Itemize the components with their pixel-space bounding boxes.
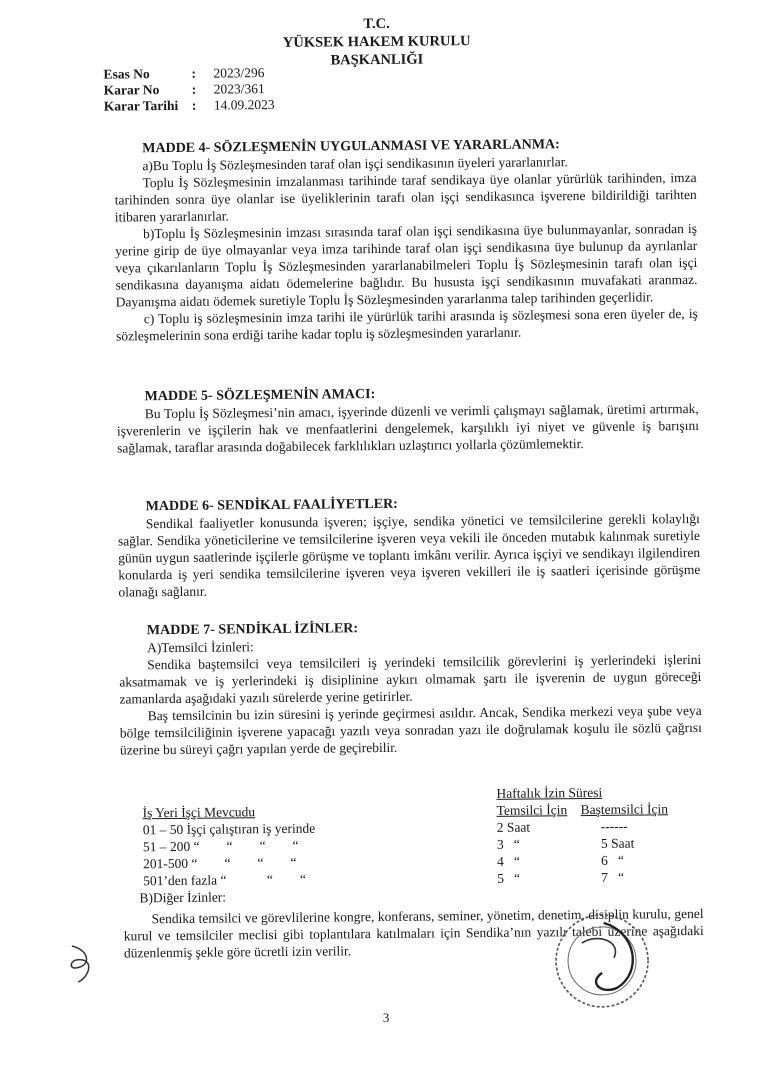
article-6-text: Sendikal faaliyetler konusunda işveren; işçiye, sendika yönetici ve temsilcilerine gerekli kolaylığı sağlar. Sendika yöneticilerine ve temsilcilerine işveren veya vekili ile önceden mutabık kalınmak suretiyle günün uygun saatlerinde işçilerle görüşme ve toplantı imkânı verilir. Ayrıca işçiyi ve sendikayı ilgilendiren konularda iş yeri sendika temsilcilerine işveren veya işveren vekilleri ile iş saatleri içerisinde görüşme olanağı sağlanır. (117, 510, 701, 600)
table-left-header: İş Yeri İşçi Mevcudu (142, 804, 256, 821)
handwritten-mark (64, 938, 104, 988)
meta-key: Karar Tarihi (103, 97, 179, 114)
table-row-label: 01 – 50 İşçi çalıştıran iş yerinde (142, 820, 316, 838)
table-right-title: Haftalık İzin Süresi (496, 784, 603, 801)
table-cell-temsilci: 2 Saat (496, 819, 531, 835)
table-cell-temsilci: 4 “ (497, 853, 521, 869)
table-row-label: 501’den fazla “ “ “ (143, 871, 307, 889)
article-7-p1: Sendika baştemsilci veya temsilcileri iş yerindeki temsilcilik görevlerini iş yerlerindeki işlerini aksatmamak ve iş yerlerindeki iş disiplinine aykırı olmamak şartı ile işverenin de uygun göreceği zamanlarda aşağıdaki yazılı sürelerde yerine getirirler. (119, 651, 702, 707)
article-5-heading: MADDE 5- SÖZLEŞMENİN AMACI: (144, 387, 376, 405)
table-col-bastemsilci: Baştemsilci İçin (580, 801, 669, 818)
article-7-b-title: B)Diğer İzinler: (139, 889, 227, 906)
table-cell-bastemsilci: 5 Saat (600, 835, 635, 851)
meta-value: 2023/296 (213, 65, 265, 81)
meta-colon: : (191, 97, 197, 113)
article-7 (119, 617, 702, 759)
table-cell-bastemsilci: 7 “ (601, 869, 625, 885)
permit-table-right (496, 783, 668, 887)
article-5 (117, 383, 700, 457)
article-6-heading: MADDE 6- SENDİKAL FAALİYETLER: (145, 496, 398, 515)
article-4-c: c) Toplu iş sözleşmesinin imza tarihi ile yürürlük tarihi arasında iş sözleşmesi sona eren üyeler de, iş sözleşmelerinin sona erdiği tarihe kadar toplu iş sözleşmesinden yararlanır. (115, 305, 698, 344)
meta-karar (104, 81, 275, 99)
header-tc: T.C. (363, 15, 390, 33)
table-row-label: 51 – 200 “ “ “ “ (142, 837, 299, 855)
article-4-heading: MADDE 4- SÖZLEŞMENİN UYGULANMASI VE YARARLANMA: (142, 137, 560, 157)
page-number: 3 (382, 1009, 390, 1025)
meta-key: Karar No (103, 82, 160, 98)
article-6 (118, 493, 701, 601)
article-4 (114, 135, 698, 345)
meta-colon: : (191, 65, 197, 81)
header-institution: YÜKSEK HAKEM KURULU (282, 33, 471, 51)
table-cell-bastemsilci: ------ (600, 818, 628, 834)
meta-tarih (104, 97, 275, 115)
table-col-temsilci: Temsilci İçin (496, 802, 568, 818)
meta-esas (103, 65, 274, 83)
meta-value: 2023/361 (213, 81, 265, 97)
article-7-a-title: A)Temsilci İzinleri: (146, 639, 254, 656)
article-4-p1: Toplu İş Sözleşmesinin imzalanması tarihinde taraf sendikaya üye olanlar yürürlük tarihinden, imza tarihinden sonra üye olanlar ise üyeliklerinin tarafı olan işçi sendikasınca işverene bildirildiği tarihten itibaren yararlanırlar. (114, 169, 697, 225)
article-4-a: a)Bu Toplu İş Sözleşmesinden taraf olan işçi sendikasının üyeleri yararlanırlar. (142, 154, 568, 174)
meta-value: 14.09.2023 (213, 96, 275, 113)
table-cell-temsilci: 3 “ (496, 836, 520, 852)
permit-table-left (139, 803, 316, 907)
case-meta (103, 65, 274, 115)
header-presidency: BAŞKANLIĞI (330, 51, 424, 69)
article-5-text: Bu Toplu İş Sözleşmesi’nin amacı, işyerinde düzenli ve verimli çalışmayı sağlamak, üretimi artırmak, işverenlerin ve işçilerin hak ve menfaatlerini dengelemek, karşılıklı iyi niyet ve güvenle iş barışını sağlamak, taraflar arasında doğabilecek farklılıkları uzlaştırıcı yollarla çözümlemektir. (116, 400, 699, 456)
meta-colon: : (191, 81, 197, 97)
table-cell-temsilci: 5 “ (497, 870, 521, 886)
table-cell-bastemsilci: 6 “ (601, 852, 625, 868)
table-row-label: 201-500 “ “ “ “ (143, 854, 297, 872)
article-7-p3: Sendika temsilci ve görevlilerine kongre, konferans, seminer, yönetim, denetim, disiplin kurulu, genel kurul ve temsilciler meclisi gibi toplantılara katılmaları için Sendika’nın yazılı talebi üzerine aşağıdaki düzenlenmiş şekle göre ücretli izin verilir. (123, 905, 704, 961)
article-4-b: b)Toplu İş Sözleşmesinin imzası sırasında taraf olan işçi sendikasına üye bulunmayanlar, sonradan iş yerine girip de üye olmayanlar veya imza tarihinde taraf olan işçi sendikasına üye bulunup da ayrılanlar veya çıkarılanların Toplu İş Sözleşmesinden yararlanabilmeleri Toplu İş Sözleşmesinin tarafı olan işçi sendikasına dayanışma aidatı ödemelerine bağlıdır. Bu hususta işçi sendikasının muvafakati aranmaz. Dayanışma aidatı ödemek suretiyle Toplu İş Sözleşmesinden yararlanma talep tarihinden geçerlidir. (115, 220, 698, 310)
official-stamp (541, 902, 662, 1013)
article-7-p2: Baş temsilcinin bu izin süresini iş yerinde geçirmesi asıldır. Ancak, Sendika merkezi veya şube veya bölge temsilciliğinin işverene yapacağı yazılı veya sonradan yazı ile doğrulamak koşulu ile sözlü çağrısı üzerine bu süreyi çağrı yapılan yerde de geçirebilir. (119, 702, 702, 758)
meta-key: Esas No (103, 66, 150, 82)
article-7-heading: MADDE 7- SENDİKAL İZİNLER: (146, 621, 359, 639)
